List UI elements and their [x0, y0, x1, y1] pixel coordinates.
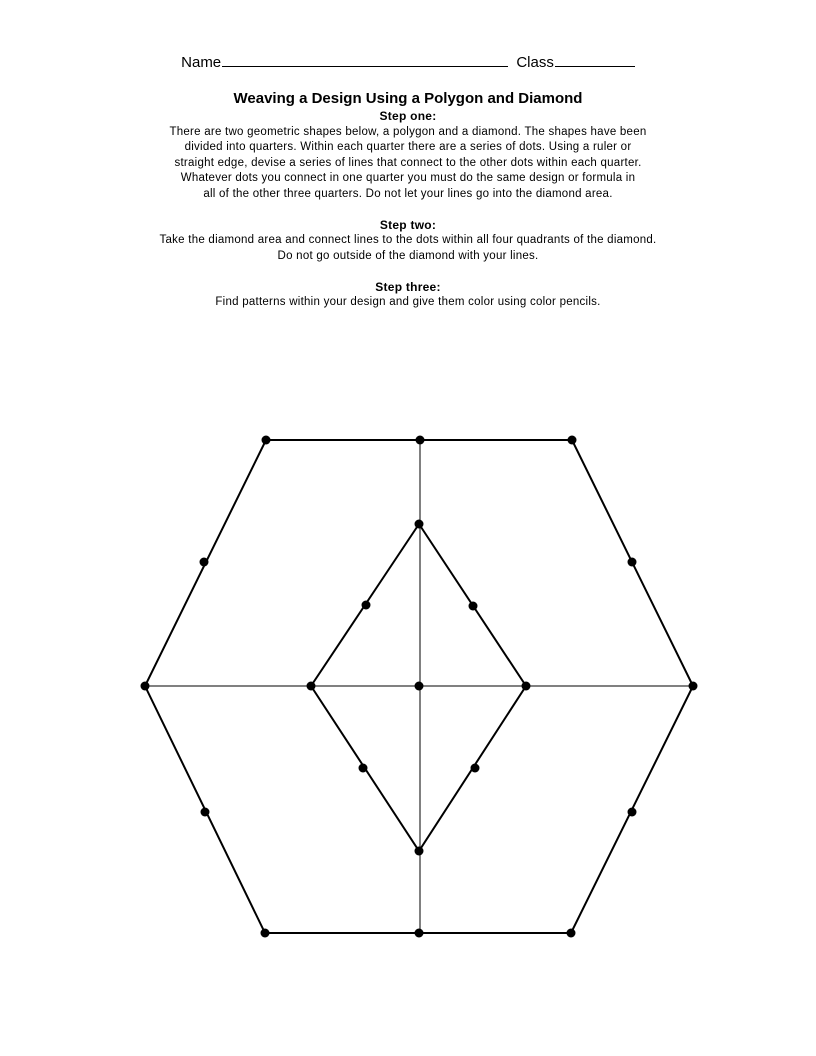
dot[interactable]: [261, 929, 270, 938]
dot[interactable]: [307, 682, 316, 691]
dot[interactable]: [415, 520, 424, 529]
page-title: Weaving a Design Using a Polygon and Diamond: [233, 90, 583, 107]
step-line: Do not go outside of the diamond with your lines.: [277, 249, 539, 262]
dot[interactable]: [628, 808, 637, 817]
dot[interactable]: [359, 764, 368, 773]
dot[interactable]: [471, 764, 480, 773]
dot[interactable]: [522, 682, 531, 691]
step-line: There are two geometric shapes below, a polygon and a diamond. The shapes have been: [169, 125, 647, 138]
dot[interactable]: [141, 682, 150, 691]
dot[interactable]: [201, 808, 210, 817]
class-label: Class: [516, 54, 554, 71]
step-heading: Step one:: [379, 109, 437, 123]
dot[interactable]: [628, 558, 637, 567]
dot[interactable]: [415, 929, 424, 938]
step-line: Find patterns within your design and give them color using color pencils.: [215, 296, 601, 308]
step-heading: Step three:: [375, 279, 441, 294]
dot[interactable]: [416, 436, 425, 445]
dot[interactable]: [362, 601, 371, 610]
dot[interactable]: [469, 602, 478, 611]
step-line: divided into quarters. Within each quarter there are a series of dots. Using a ruler or: [184, 141, 632, 153]
step-heading: Step two:: [379, 217, 437, 232]
dot[interactable]: [415, 847, 424, 856]
dot[interactable]: [567, 929, 576, 938]
dot[interactable]: [262, 436, 271, 445]
step-line: all of the other three quarters. Do not let your lines go into the diamond area.: [203, 187, 613, 200]
step-line: Whatever dots you connect in one quarter you must do the same design or formula in: [180, 172, 636, 184]
step-line: straight edge, devise a series of lines that connect to the other dots within each quarter.: [174, 156, 642, 169]
dot[interactable]: [568, 436, 577, 445]
dot[interactable]: [415, 682, 424, 691]
dot[interactable]: [200, 558, 209, 567]
dot[interactable]: [689, 682, 698, 691]
name-label: Name: [181, 54, 222, 71]
step-line: Take the diamond area and connect lines to the dots within all four quadrants of the diamond.: [159, 234, 657, 246]
